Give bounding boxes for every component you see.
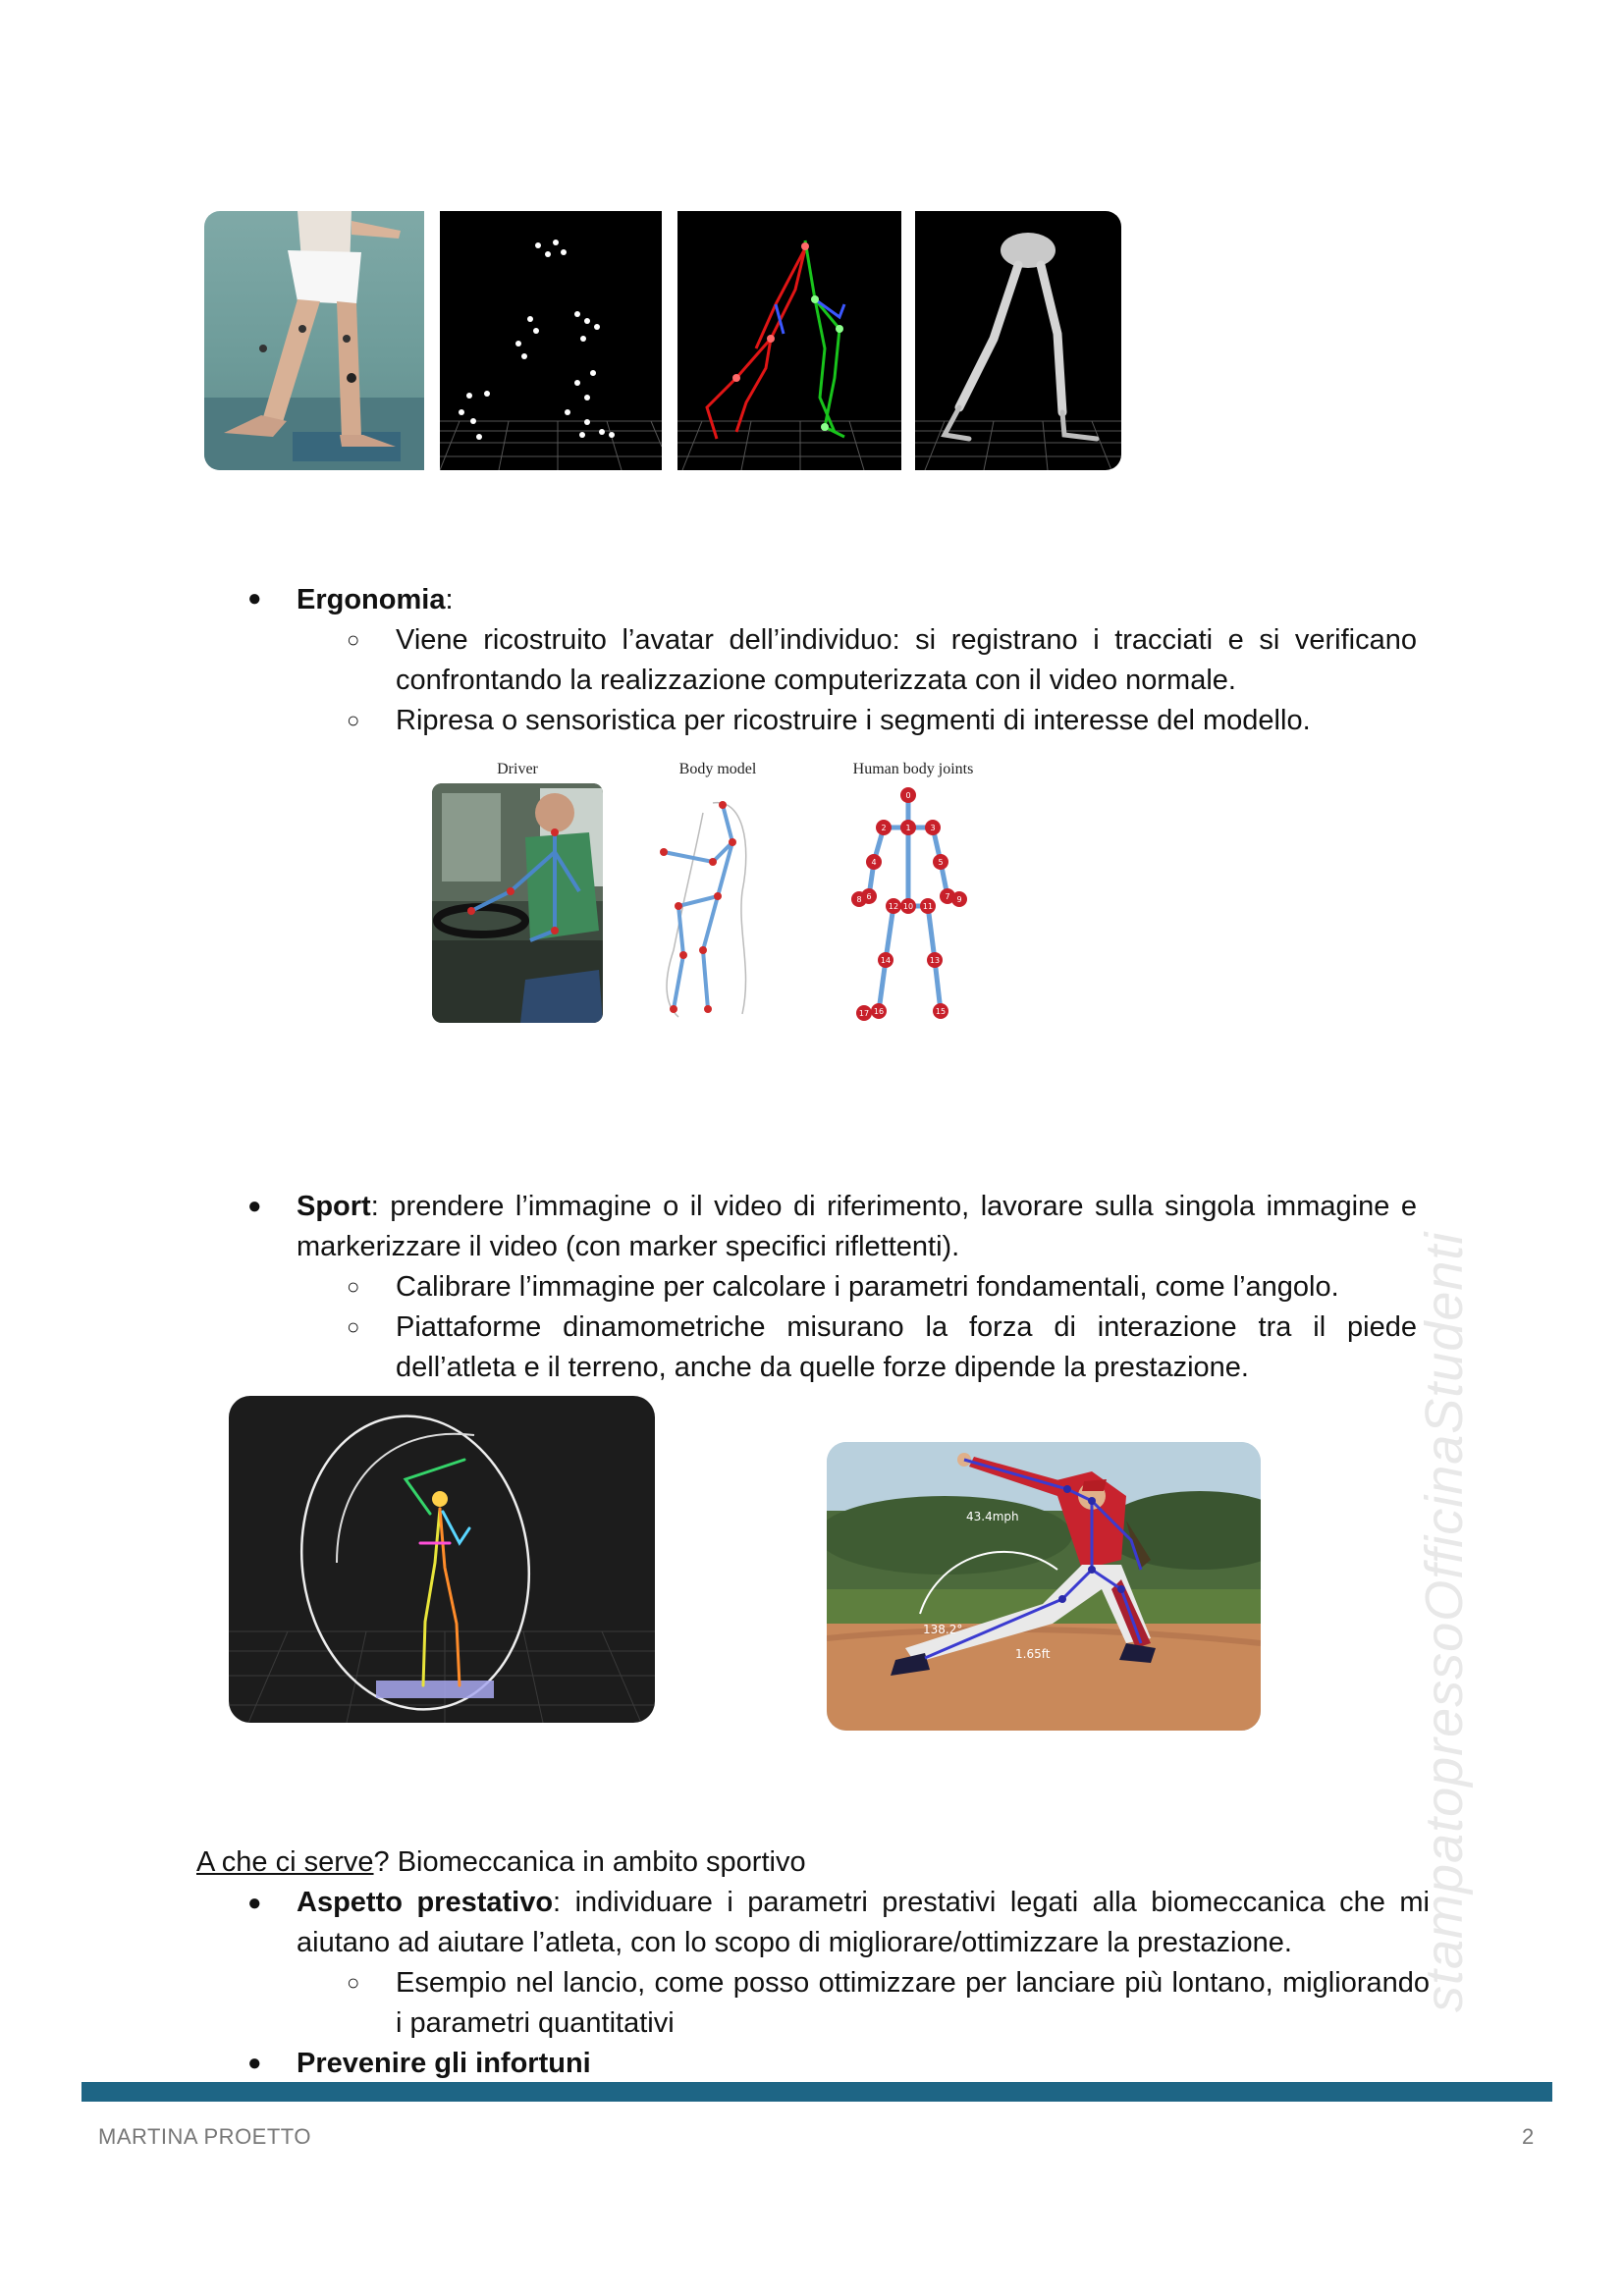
joint-label: 8 <box>856 895 862 904</box>
aspetto-title: Aspetto prestativo <box>297 1887 554 1918</box>
joint-label: 17 <box>858 1009 870 1018</box>
pitcher-speed-label: 43.4mph <box>966 1510 1019 1523</box>
footer-author: MARTINA PROETTO <box>98 2124 311 2149</box>
prevenire-infortuni <box>297 2044 591 2084</box>
bullet-sport: ● <box>247 1193 262 1219</box>
driver-photo <box>432 783 603 1023</box>
bullet-ergonomia-item-1: ○ <box>347 627 360 652</box>
joint-label: 5 <box>938 858 944 867</box>
caption-body-model: Body model <box>678 761 757 777</box>
body-model-diagram <box>644 783 791 1023</box>
bullet-ergonomia-item-2: ○ <box>347 708 360 732</box>
page-number: 2 <box>1522 2124 1535 2149</box>
pitcher-angle-label: 138.2° <box>923 1623 963 1636</box>
ergonomia-title-suffix: : <box>445 584 454 615</box>
joint-label: 14 <box>880 956 892 965</box>
joint-label: 13 <box>929 956 941 965</box>
joint-label: 1 <box>905 824 911 832</box>
sport-item-2: Piattaforme dinamometriche misurano la forza di interazione tra il piede dell’atleta e il terreno, anche da quelle forze dipende la prestazione. <box>396 1311 1417 1383</box>
mocap-markers-panel <box>440 211 662 470</box>
bullet-sport-item-1: ○ <box>347 1274 360 1299</box>
biomeccanica-heading <box>196 1842 806 1883</box>
ergonomia-heading <box>297 580 454 620</box>
watermark: stampatopressoOfficinaStudenti <box>1415 1231 1474 2012</box>
bullet-prevenire: ● <box>247 2050 262 2076</box>
joint-label: 3 <box>930 824 936 832</box>
mocap-bone-skeleton-panel <box>915 211 1121 470</box>
joint-label: 6 <box>866 892 872 901</box>
joint-label: 12 <box>888 902 899 911</box>
joint-label: 15 <box>935 1007 947 1016</box>
joint-label: 7 <box>945 892 950 901</box>
human-body-joints-diagram <box>825 783 1001 1023</box>
biomeccanica-heading-rest: ? Biomeccanica in ambito sportivo <box>373 1846 806 1878</box>
bullet-aspetto: ● <box>247 1890 262 1916</box>
sport-title: Sport <box>297 1191 371 1222</box>
sport-paragraph <box>297 1187 1417 1267</box>
golf-swing-mocap-image <box>229 1396 655 1723</box>
footer-bar <box>81 2082 1552 2102</box>
ergonomia-item-1: Viene ricostruito l’avatar dell’individuo: si registrano i tracciati e si verificano confrontando la realizzazione computerizzata con il video normale. <box>396 624 1417 696</box>
mocap-skeleton-lines-panel <box>677 211 901 470</box>
joint-label: 2 <box>881 824 887 832</box>
bullet-sport-item-2: ○ <box>347 1314 360 1339</box>
aspetto-text: : individuare i parametri prestativi legati alla biomeccanica che mi aiutano ad aiutare l’atleta, con lo scopo di migliorare/ottimizzare la prestazione. <box>297 1887 1430 1958</box>
joint-label: 0 <box>905 791 911 800</box>
sport-item-1: Calibrare l’immagine per calcolare i parametri fondamentali, come l’angolo. <box>396 1271 1339 1303</box>
joint-label: 9 <box>956 895 962 904</box>
sport-intro: : prendere l’immagine o il video di riferimento, lavorare sulla singola immagine e markerizzare il video (con marker specifici riflettenti). <box>297 1191 1417 1262</box>
joint-label: 4 <box>871 858 877 867</box>
esempio-item: Esempio nel lancio, come posso ottimizzare per lanciare più lontano, migliorando i parametri quantitativi <box>396 1967 1430 2039</box>
joint-label: 16 <box>873 1007 885 1016</box>
ergonomia-title: Ergonomia <box>297 584 446 615</box>
joint-label: 11 <box>922 902 934 911</box>
pitcher-distance-label: 1.65ft <box>1015 1647 1051 1661</box>
a-che-ci-serve-link[interactable]: A che ci serve <box>196 1846 374 1878</box>
mocap-photo-walker <box>204 211 424 470</box>
bullet-ergonomia: ● <box>247 585 262 612</box>
aspetto-paragraph <box>297 1883 1430 1963</box>
baseball-pitcher-image <box>827 1442 1261 1731</box>
caption-driver: Driver <box>497 761 538 777</box>
bullet-esempio: ○ <box>347 1970 360 1995</box>
caption-human-body-joints: Human body joints <box>852 761 974 777</box>
ergonomia-item-2: Ripresa o sensoristica per ricostruire i segmenti di interesse del modello. <box>396 705 1311 736</box>
joint-label: 10 <box>902 902 914 911</box>
prevenire-title: Prevenire gli infortuni <box>297 2048 591 2079</box>
